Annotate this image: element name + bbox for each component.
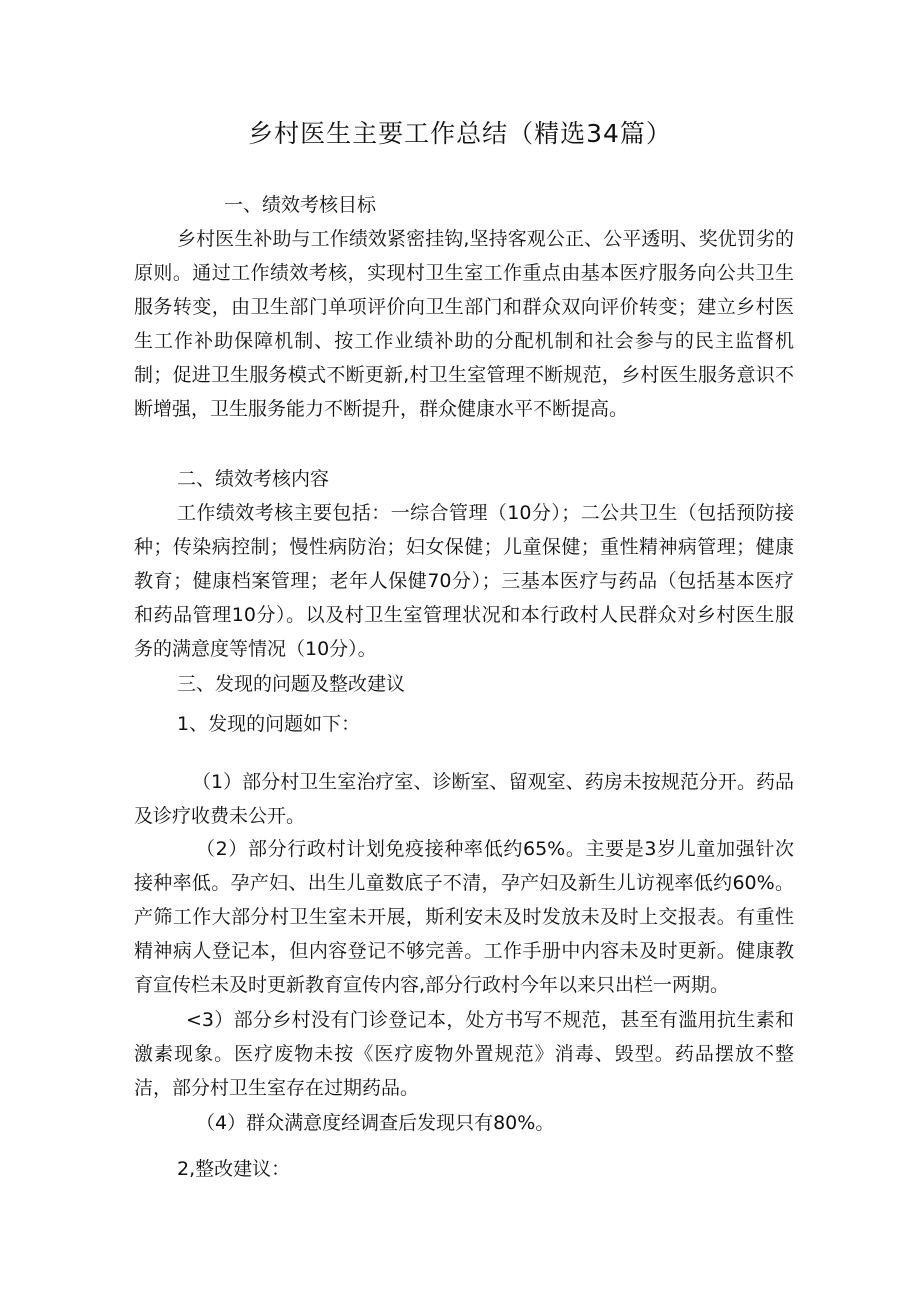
- problem-item-2: （2）部分行政村计划免疫接种率低约65%。主要是3岁儿童加强针次接种率低。孕产妇、出生儿童数底子不清，孕产妇及新生儿访视率低约60%。产筛工作大部分村卫生室未开展，斯利安未及时发放未及时上交报表。有重性精神病人登记本，但内容登记不够完善。工作手册中内容未及时更新。健康教育宣传栏未及时更新教育宣传内容,部分行政村今年以来只出栏一两期。: [134, 838, 794, 996]
- section-2-heading: 二、绩效考核内容: [177, 468, 330, 490]
- section-3-heading: 三、发现的问题及整改建议: [177, 673, 406, 695]
- document-title: 乡村医生主要工作总结（精选34篇）: [248, 119, 672, 148]
- section-1-heading: 一、绩效考核目标: [224, 194, 377, 216]
- section-2-body: 工作绩效考核主要包括：一综合管理（10分）；二公共卫生（包括预防接种；传染病控制；慢性病防治；妇女保健；儿童保健；重性精神病管理；健康教育；健康档案管理；老年人保健70分）；三基本医疗与药品（包括基本医疗和药品管理10分）。以及村卫生室管理状况和本行政村人民群众对乡村医生服务的满意度等情况（10分）。: [134, 502, 794, 660]
- section-1-body: 乡村医生补助与工作绩效紧密挂钩,坚持客观公正、公平透明、奖优罚劣的原则。通过工作绩效考核，实现村卫生室工作重点由基本医疗服务向公共卫生服务转变，由卫生部门单项评价向卫生部门和群众双向评价转变；建立乡村医生工作补助保障机制、按工作业绩补助的分配机制和社会参与的民主监督机制；促进卫生服务模式不断更新,村卫生室管理不断规范，乡村医生服务意识不断增强，卫生服务能力不断提升，群众健康水平不断提高。: [134, 228, 794, 420]
- problem-item-1: （1）部分村卫生室治疗室、诊断室、留观室、药房未按规范分开。药品及诊疗收费未公开。: [134, 771, 794, 827]
- problem-item-4: （4）群众满意度经调查后发现只有80%。: [196, 1112, 555, 1134]
- problem-item-3: <3）部分乡村没有门诊登记本，处方书写不规范，甚至有滥用抗生素和激素现象。医疗废物未按《医疗废物外置规范》消毒、毁型。药品摆放不整洁，部分村卫生室存在过期药品。: [134, 1009, 794, 1099]
- suggestions-subheading: 2,整改建议：: [177, 1158, 291, 1180]
- problems-subheading: 1、发现的问题如下：: [177, 713, 361, 735]
